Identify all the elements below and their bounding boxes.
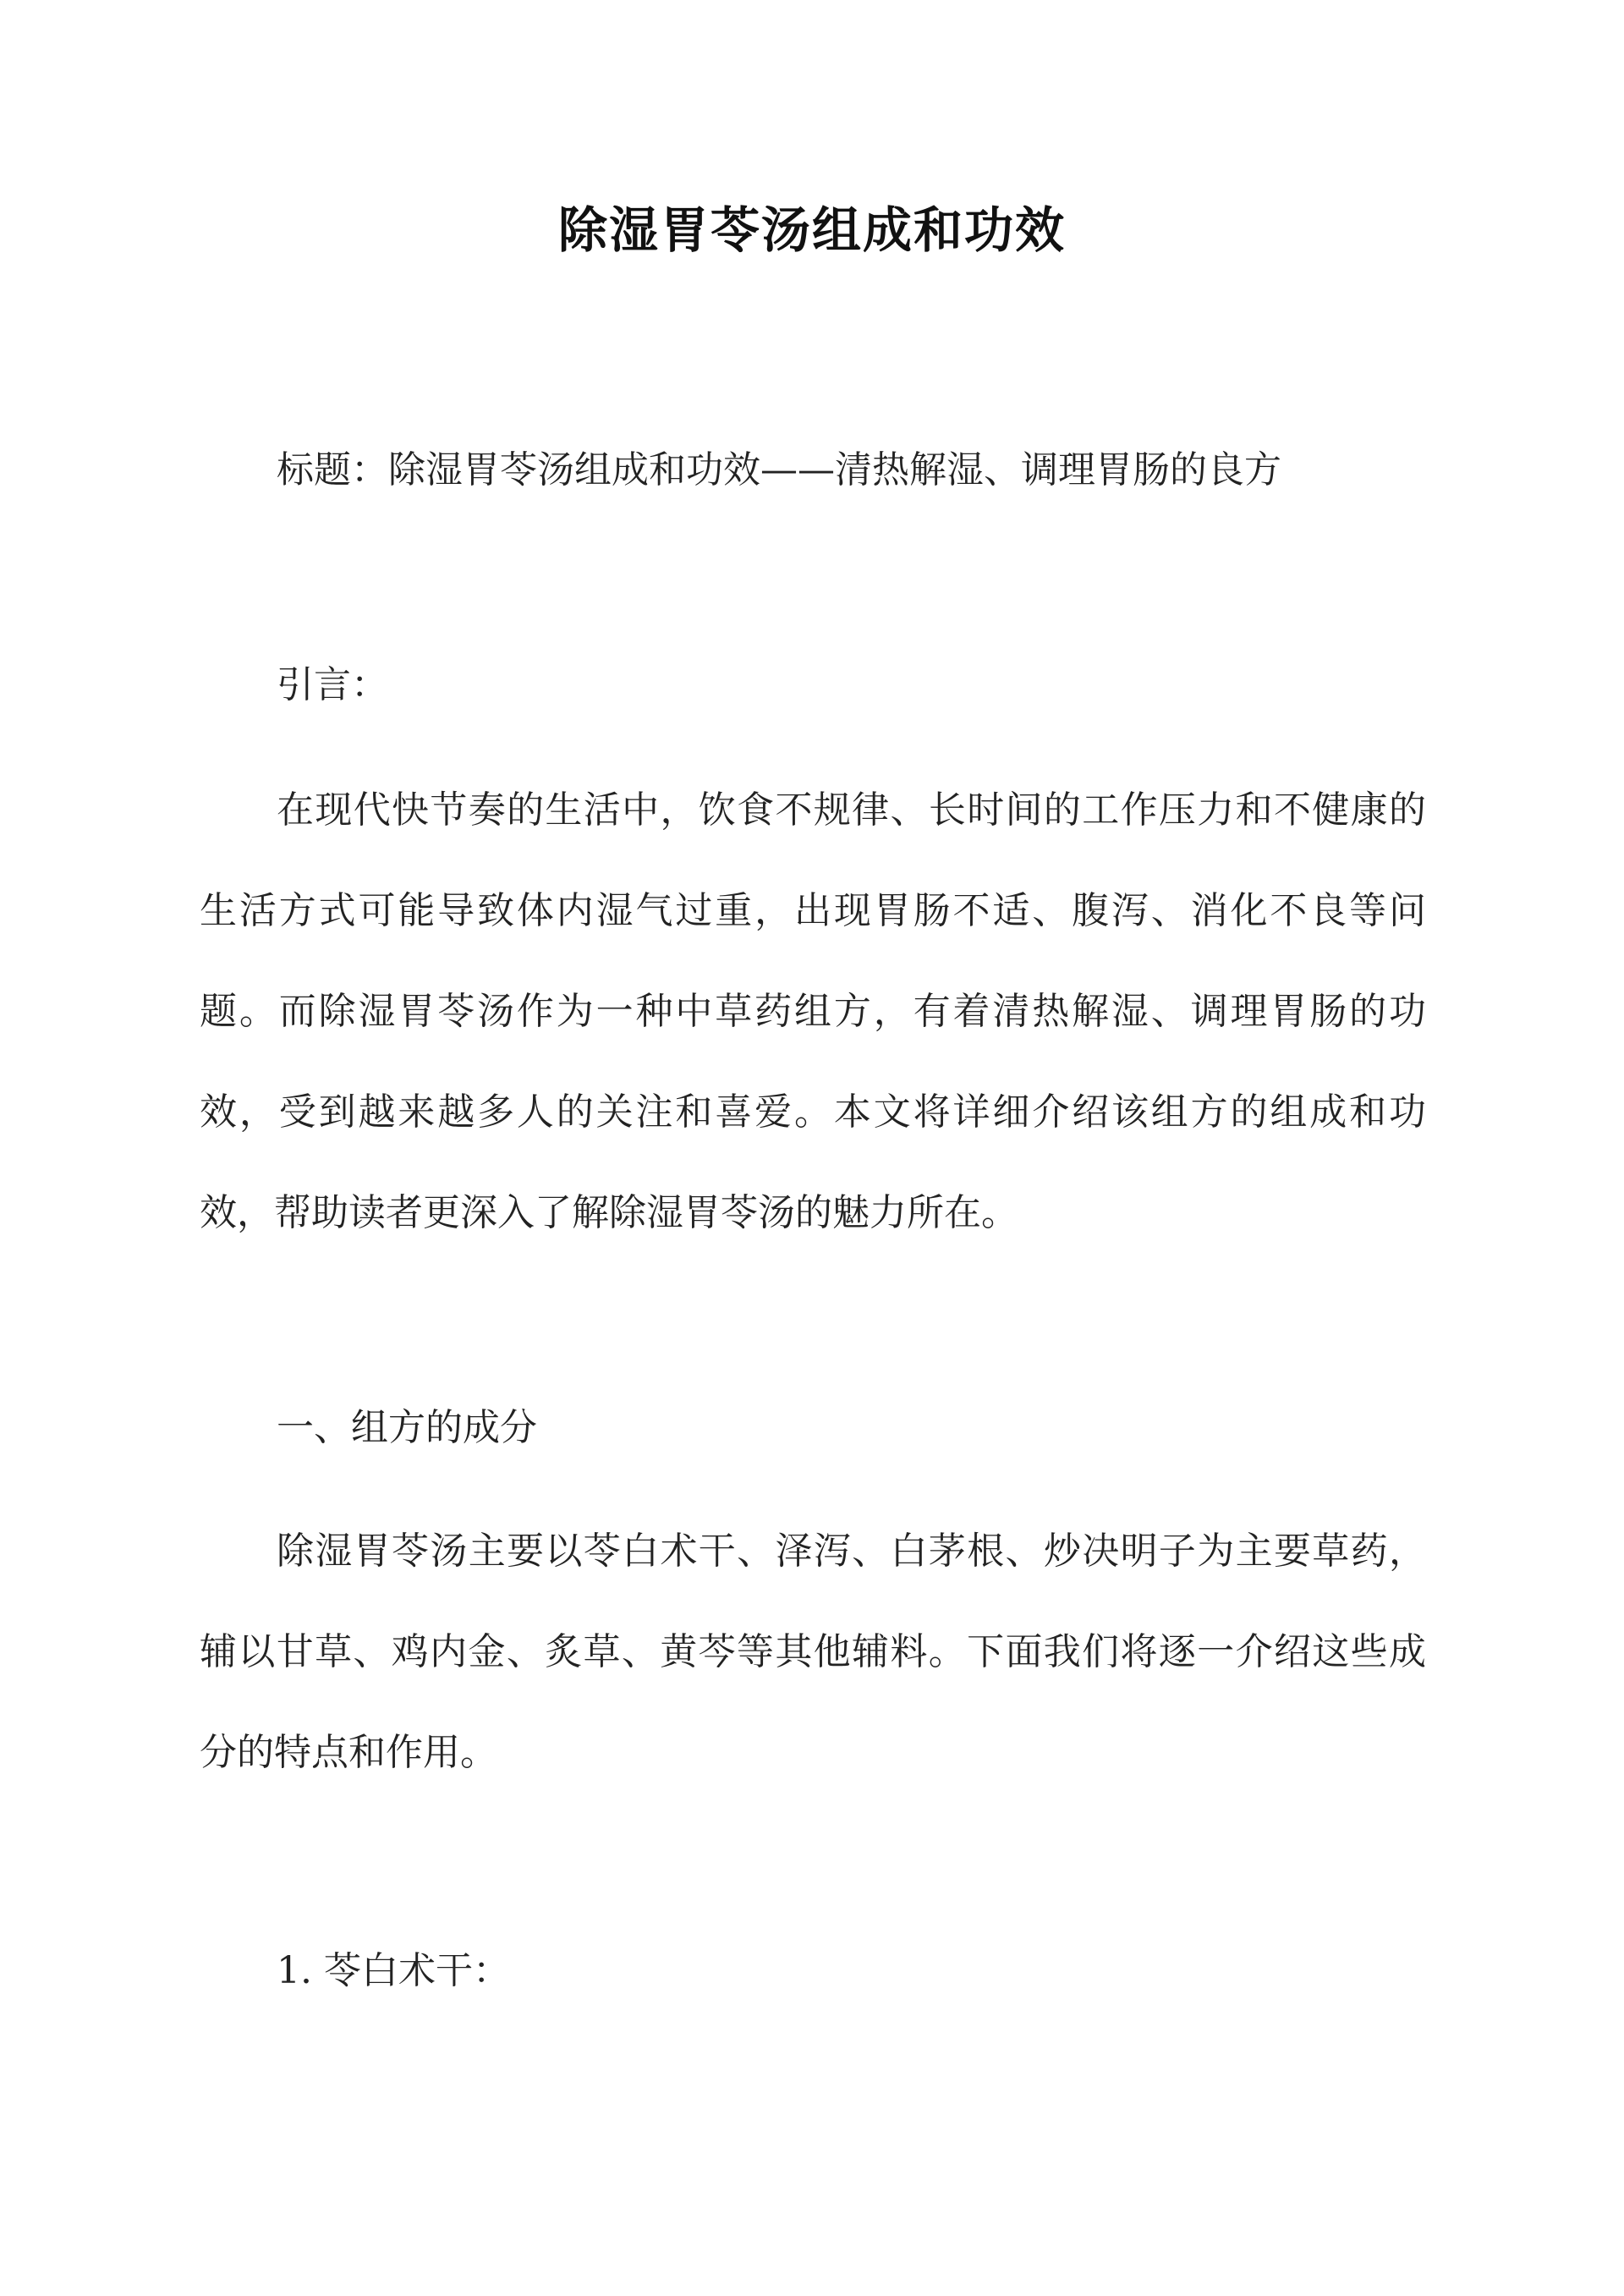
subtitle-line: 标题：除湿胃苓汤组成和功效——清热解湿、调理胃肠的良方 bbox=[277, 448, 1281, 492]
section1-paragraph: 除湿胃苓汤主要以苓白术干、泽泻、白茅根、炒决明子为主要草药，辅以甘草、鸡内金、炙草、黄芩等其他辅料。下面我们将逐一介绍这些成分的特点和作用。 bbox=[200, 1530, 1426, 1774]
document-title: 除湿胃苓汤组成和功效 bbox=[557, 201, 1066, 259]
item1-heading: 1. 苓白术干： bbox=[277, 1949, 510, 1992]
section1-heading: 一、组方的成分 bbox=[277, 1406, 537, 1449]
intro-heading: 引言： bbox=[277, 663, 388, 706]
intro-paragraph: 在现代快节奏的生活中，饮食不规律、长时间的工作压力和不健康的生活方式可能导致体内湿气过重，出现胃肠不适、腹泻、消化不良等问题。而除湿胃苓汤作为一种中草药组方，有着清热解湿、调理胃肠的功效，受到越来越多人的关注和喜爱。本文将详细介绍该组方的组成和功效，帮助读者更深入了解除湿胃苓汤的魅力所在。 bbox=[200, 788, 1426, 1234]
